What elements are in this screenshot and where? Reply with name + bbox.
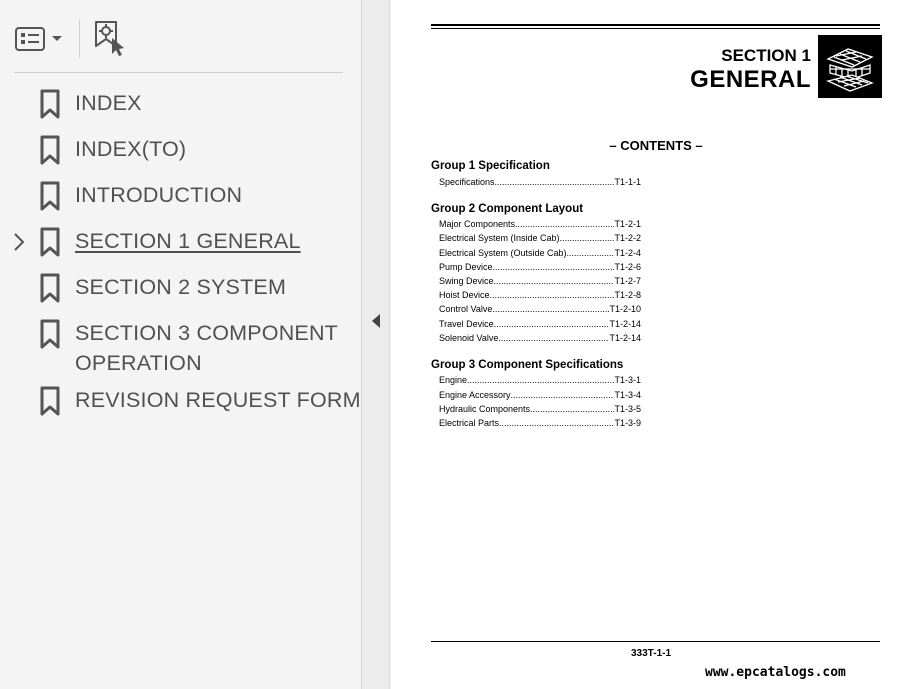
toc-entry-ref: T1-2-1 — [614, 219, 641, 229]
toc-entry[interactable] — [439, 262, 641, 273]
toc-leader — [490, 290, 615, 301]
bookmark-icon — [40, 181, 60, 211]
toc-entry-name: Electrical Parts — [439, 418, 500, 428]
toc-leader — [511, 390, 615, 401]
toc-entry[interactable] — [439, 304, 641, 315]
bookmarks-toolbar — [0, 0, 362, 72]
bookmark-icon — [40, 319, 60, 349]
toc-leader — [567, 248, 615, 259]
toc-entry-name: Specifications — [439, 177, 495, 187]
bookmarks-panel — [0, 0, 362, 689]
toc-entry-name: Hoist Device — [439, 290, 490, 300]
group-title: Group 2 Component Layout — [431, 203, 584, 215]
bookmark-icon — [40, 135, 60, 165]
bookmark-label-line2: OPERATION — [75, 351, 202, 375]
toc-entry-ref: T1-2-6 — [614, 262, 641, 272]
toc-entry-ref: T1-2-14 — [609, 319, 641, 329]
bookmark-options-icon — [14, 26, 66, 52]
bookmark-revision-request-form[interactable] — [0, 385, 362, 417]
header-rule — [431, 24, 880, 26]
bookmark-label: SECTION 1 GENERAL — [75, 229, 301, 253]
toc-entry-ref: T1-2-4 — [614, 248, 641, 258]
page-id: 333T-1-1 — [631, 648, 672, 659]
toc-leader — [495, 177, 615, 188]
toc-entry[interactable] — [439, 390, 641, 401]
toc-entry-name: Control Valve — [439, 304, 493, 314]
bookmark-section-3-component-operation[interactable] — [0, 318, 362, 380]
new-bookmark-button[interactable] — [92, 20, 128, 58]
watermark: www.epcatalogs.com — [705, 665, 846, 680]
group-title: Group 3 Component Specifications — [431, 359, 624, 371]
bookmark-index[interactable] — [0, 88, 362, 120]
bookmark-section-1-general[interactable] — [0, 226, 362, 258]
toc-entry-name: Major Components — [439, 219, 516, 229]
toc-entry[interactable] — [439, 418, 641, 429]
toc-entry-ref: T1-2-14 — [609, 333, 641, 343]
toolbar-separator — [79, 20, 80, 58]
section-number: SECTION 1 — [721, 46, 811, 65]
toc-entry-ref: T1-3-5 — [614, 404, 641, 414]
toc-entry-name: Electrical System (Inside Cab) — [439, 233, 560, 243]
toc-entry[interactable] — [439, 404, 641, 415]
toolbar-divider — [14, 72, 343, 73]
footer-rule — [431, 641, 880, 642]
collapse-left-icon[interactable] — [369, 312, 383, 330]
bookmark-label: INDEX(TO) — [75, 137, 187, 161]
toc-entry-ref: T1-2-10 — [609, 304, 641, 314]
section-name: GENERAL — [690, 66, 811, 93]
toc-entry-name: Engine Accessory — [439, 390, 511, 400]
toc-entry-name: Solenoid Valve — [439, 333, 499, 343]
bookmark-options-button[interactable] — [14, 26, 66, 52]
bookmark-icon — [40, 89, 60, 119]
toc-entry[interactable] — [439, 248, 641, 259]
toc-leader — [499, 418, 614, 429]
toc-entry-name: Engine — [439, 375, 468, 385]
toc-entry[interactable] — [439, 177, 641, 188]
bookmark-index-to[interactable] — [0, 134, 362, 166]
toc-entry[interactable] — [439, 290, 641, 301]
bookmark-introduction[interactable] — [0, 180, 362, 212]
toc-entry-ref: T1-2-7 — [614, 276, 641, 286]
toc-entry[interactable] — [439, 333, 641, 344]
bookmark-icon — [40, 273, 60, 303]
bookmark-label: INDEX — [75, 91, 142, 115]
toc-entry-name: Electrical System (Outside Cab) — [439, 248, 567, 258]
toc-entry-ref: T1-2-2 — [614, 233, 641, 243]
chevron-down-icon — [52, 36, 62, 41]
group-title: Group 1 Specification — [431, 160, 550, 172]
toc-entry-name: Swing Device — [439, 276, 494, 286]
toc-entry-ref: T1-1-1 — [614, 177, 641, 187]
toc-entry-ref: T1-3-4 — [614, 390, 641, 400]
toc-entry-ref: T1-2-8 — [614, 290, 641, 300]
bookmark-icon — [40, 227, 60, 257]
toc-entry[interactable] — [439, 375, 641, 386]
toc-entry-name: Pump Device — [439, 262, 493, 272]
toc-entry-ref: T1-3-9 — [614, 418, 641, 428]
bookmark-label: REVISION REQUEST FORM — [75, 388, 361, 412]
bookmark-label: SECTION 2 SYSTEM — [75, 275, 287, 299]
toc-leader — [493, 262, 615, 273]
toc-leader — [494, 276, 615, 287]
panel-splitter[interactable] — [362, 0, 390, 689]
toc-entry-name: Travel Device — [439, 319, 494, 329]
bookmark-label: INTRODUCTION — [75, 183, 243, 207]
toc-entry-name: Hydraulic Components — [439, 404, 531, 414]
bookmark-section-2-system[interactable] — [0, 272, 362, 304]
toc-entry[interactable] — [439, 319, 641, 330]
contents-heading: – CONTENTS – — [609, 138, 703, 153]
toc-leader — [560, 233, 615, 244]
toc-leader — [492, 304, 609, 315]
document-page — [391, 0, 915, 689]
toc-entry[interactable] — [439, 233, 641, 244]
new-bookmark-icon — [92, 20, 128, 58]
bookmark-label-line1: SECTION 3 COMPONENT — [75, 321, 339, 345]
toc-leader — [498, 333, 609, 344]
toc-leader — [494, 319, 610, 330]
section-logo-icon — [818, 35, 882, 98]
chevron-right-icon[interactable] — [12, 232, 26, 252]
toc-leader — [467, 375, 614, 386]
toc-entry-ref: T1-3-1 — [614, 375, 641, 385]
toc-leader — [530, 404, 614, 415]
bookmark-icon — [40, 386, 60, 416]
toc-entry[interactable] — [439, 276, 641, 287]
toc-leader — [515, 219, 614, 230]
toc-entry[interactable] — [439, 219, 641, 230]
header-rule-thin — [431, 28, 880, 29]
